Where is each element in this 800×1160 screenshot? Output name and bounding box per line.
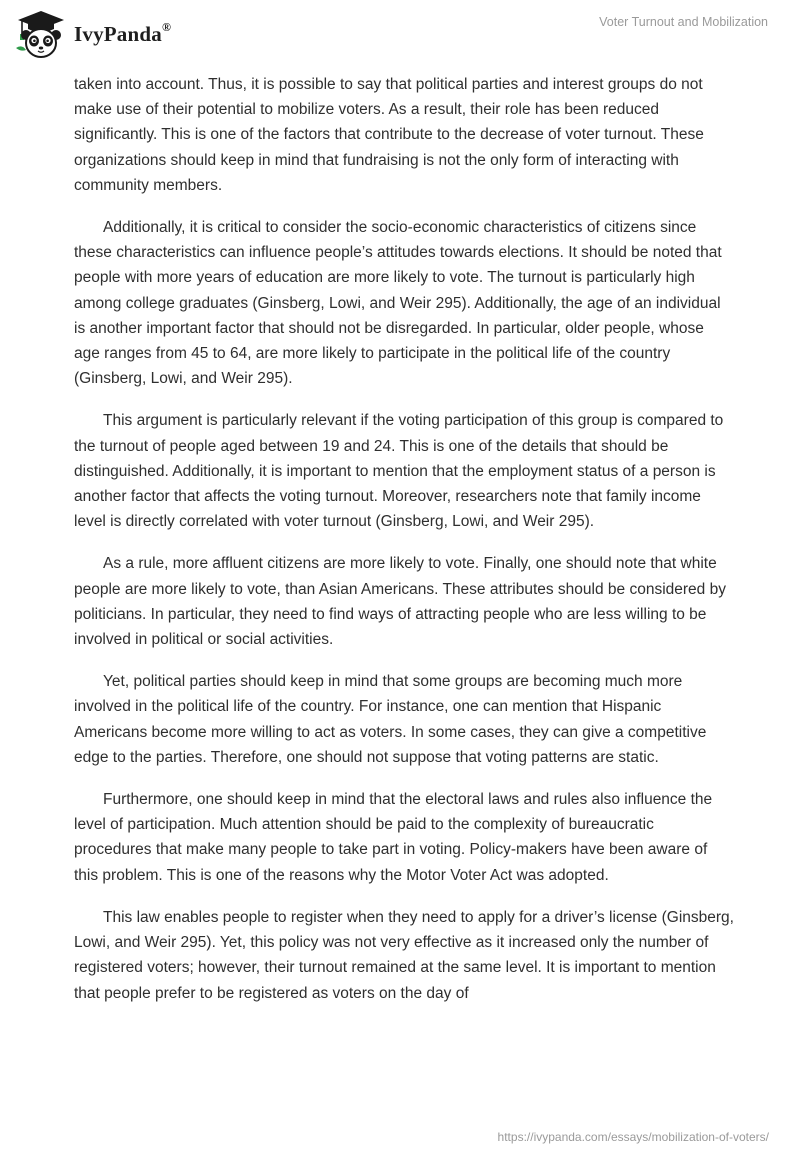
paragraph: This law enables people to register when they need to apply for a driver’s license (Ginsberg, Lowi, and Weir 295). Yet, this policy was not very effective as it increased only the number of registered voters; however, their turnout remained at the same level. It is important to mention that people prefer to be registered as voters on the day of: [74, 908, 734, 1002]
paragraph: taken into account. Thus, it is possible to say that political parties and interest groups do not make use of their potential to mobilize voters. As a result, their role has been reduced significantly. This is one of the factors that contribute to the decrease of voter turnout. These organizations should keep in mind that fundraising is not the only form of interacting with community members.: [74, 76, 704, 194]
source-url[interactable]: https://ivypanda.com/essays/mobilization-of-voters/: [497, 1130, 769, 1144]
paragraph: Additionally, it is critical to consider the socio-economic characteristics of citizens since these characteristics can influence people’s attitudes towards elections. It should be noted that people with more years of education are more likely to vote. The turnout is particularly high among college graduates (Ginsberg, Lowi, and Weir 295). Additionally, the age of an individual is another important factor that should not be disregarded. In particular, older people, whose age ranges from 45 to 64, are more likely to participate in the political life of the country (Ginsberg, Lowi, and Weir 295).: [74, 219, 722, 388]
essay-body: [74, 72, 734, 1023]
ivypanda-logo[interactable]: [14, 8, 171, 60]
paragraph: Furthermore, one should keep in mind that the electoral laws and rules also influence the level of participation. Much attention should be paid to the complexity of bureaucratic procedures that make many people to take part in voting. Policy-makers have been aware of this problem. This is one of the reasons why the Motor Voter Act was adopted.: [74, 791, 713, 884]
brand-name: IvyPanda®: [74, 19, 172, 46]
panda-graduate-icon: [14, 8, 68, 60]
paragraph: This argument is particularly relevant if the voting participation of this group is compared to the turnout of people aged between 19 and 24. This is one of the details that should be distinguished. Additionally, it is important to mention that the employment status of a person is another factor that affects the voting turnout. Moreover, researchers note that family income level is directly correlated with voter turnout (Ginsberg, Lowi, and Weir 295).: [74, 412, 724, 531]
paragraph: Yet, political parties should keep in mind that some groups are becoming much more involved in the political life of the country. For instance, one can mention that Hispanic Americans become more willing to act as voters. In some cases, they can give a competitive edge to the parties. Therefore, one should not suppose that voting patterns are static.: [74, 673, 707, 766]
paragraph: As a rule, more affluent citizens are more likely to vote. Finally, one should note that white people are more likely to vote, than Asian Americans. These attributes should be considered by politicians. In particular, they need to find ways of attracting people who are less willing to be involved in political or social activities.: [74, 555, 726, 649]
page-header: [0, 0, 800, 70]
document-title: Voter Turnout and Mobilization: [599, 15, 768, 29]
